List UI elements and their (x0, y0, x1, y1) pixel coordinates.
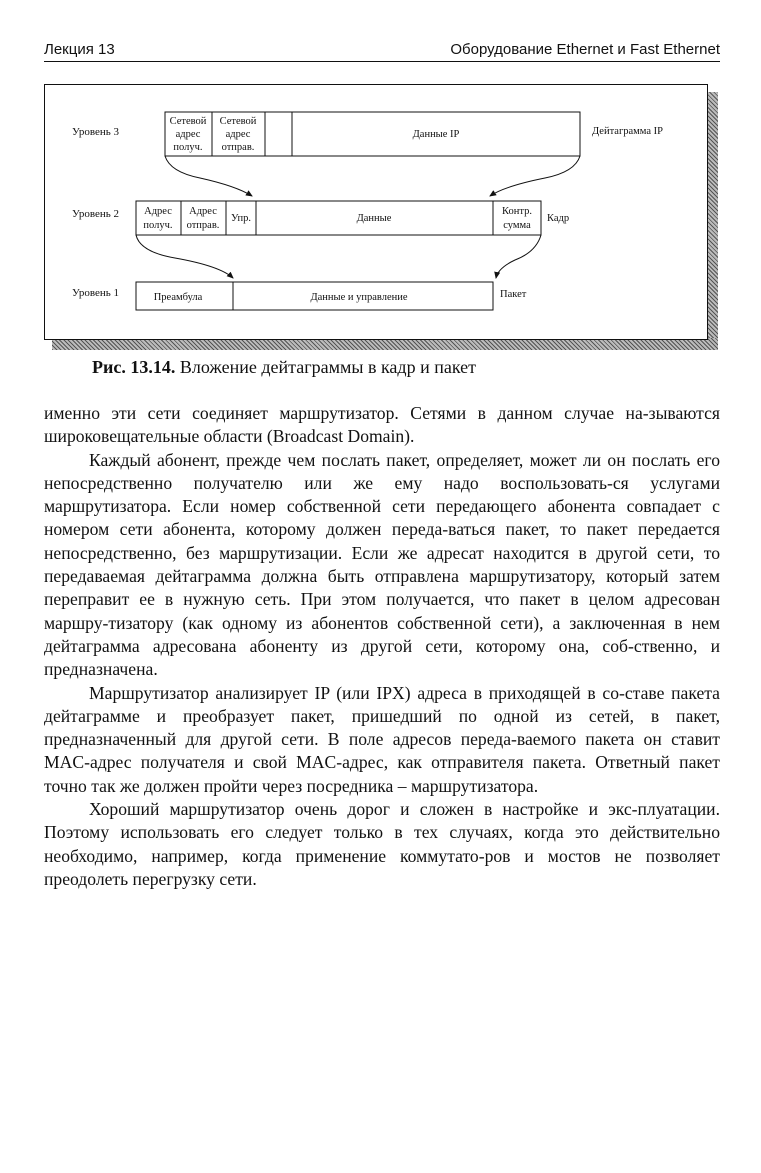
paragraph-3: Маршрутизатор анализирует IP (или IPX) адреса в приходящей в со-ставе пакета дейтаграмме и преобразует пакет, пришедший по одной из сетей, в пакет, предназначенный для другой сети. В поле адресов переда-ваемого пакета он ставит MAC-адрес получателя и свой MAC-адрес, как отправителя пакета. Ответный пакет точно так же должен пройти через посредника – маршрутизатора. (44, 682, 720, 796)
arrow-l2-right (496, 235, 541, 278)
l3-src-line2: адрес (225, 129, 251, 140)
l1-preamble: Преамбула (153, 292, 203, 303)
l2-src-line1: Адрес (189, 206, 217, 217)
l2-src-line2: отправ. (186, 220, 220, 231)
l2-crc-line1: Контр. (502, 206, 532, 217)
figure-caption (92, 357, 732, 378)
level1-label: Уровень 1 (72, 287, 119, 299)
arrow-l3-left (165, 156, 252, 196)
l2-crc-line2: сумма (503, 220, 531, 231)
l3-dst-line2: адрес (175, 129, 201, 140)
body-text (44, 402, 720, 891)
l3-data: Данные IP (412, 129, 460, 140)
l3-dst-line3: получ. (173, 142, 203, 153)
l3-side-label: Дейтаграмма IP (592, 126, 664, 137)
l2-side-label: Кадр (547, 213, 570, 224)
level2-label: Уровень 2 (72, 208, 119, 220)
l3-src-line3: отправ. (221, 142, 255, 153)
paragraph-1: именно эти сети соединяет маршрутизатор. Сетями в данном случае на-зываются широковещательные области (Broadcast Domain). (44, 403, 720, 447)
l2-ctrl: Упр. (230, 213, 252, 224)
paragraph-4: Хороший маршрутизатор очень дорог и сложен в настройке и экс-плуатации. Поэтому использовать его следует только в тех случаях, когда это действительно необходимо, например, когда применение коммутато-ров и мостов не позволяет преодолеть перегрузку сети. (44, 799, 720, 889)
l2-data: Данные (356, 213, 392, 224)
l2-dst-line2: получ. (143, 220, 173, 231)
arrow-l2-left (136, 235, 233, 278)
chapter-title: Оборудование Ethernet и Fast Ethernet (450, 41, 720, 58)
l3-src-line1: Сетевой (219, 116, 257, 127)
arrow-l3-right (490, 156, 580, 196)
l1-data: Данные и управление (310, 292, 408, 303)
lecture-number: Лекция 13 (44, 41, 115, 58)
caption-number: Рис. 13.14. (92, 357, 176, 377)
paragraph-2: Каждый абонент, прежде чем послать пакет, определяет, может ли он послать его непосредственно получателю или же ему надо воспользовать-ся услугами маршрутизатора. Если номер собственной сети передающего абонента совпадает с номером сети абонента, которому должен переда-ваться пакет, то пакет передается непосредственно, без маршрутизации. Если же адресат находится в другой сети, то передаваемая дейтаграмма должна быть отправлена маршрутизатору, который затем переправит ее в нужную сеть. При этом получается, что пакет в целом адресован маршру-тизатору (как одному из абонентов собственной сети), а заключенная в нем дейтаграмма адресована абоненту из другой сети, которому она, соб-ственно, и предназначена. (44, 449, 720, 680)
caption-text: Вложение дейтаграммы в кадр и пакет (175, 357, 476, 377)
level3-label: Уровень 3 (72, 126, 119, 138)
l1-side-label: Пакет (500, 289, 527, 300)
l2-dst-line1: Адрес (144, 206, 172, 217)
encapsulation-diagram (0, 0, 761, 360)
l3-dst-line1: Сетевой (169, 116, 207, 127)
